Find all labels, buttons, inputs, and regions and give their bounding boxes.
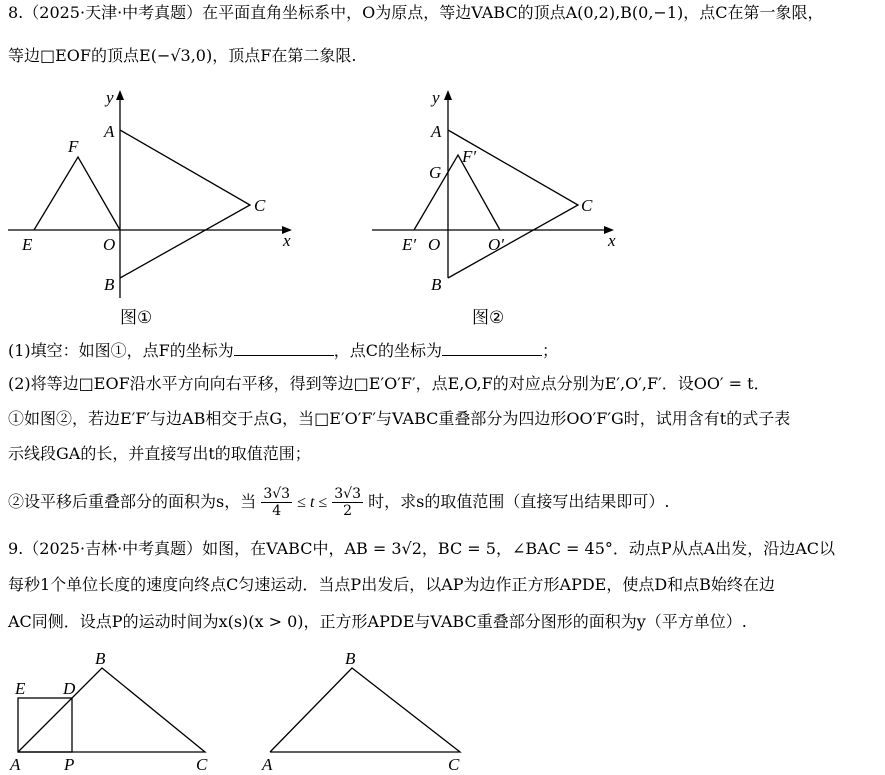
- q1-line: [8, 339, 558, 362]
- frac1-num: 3√3: [263, 486, 291, 502]
- label-y: y: [106, 88, 114, 107]
- q1-text-a: (1)填空：如图①，点F的坐标为: [8, 341, 234, 360]
- q2-line: (2)将等边□EOF沿水平方向向右平移，得到等边□E′O′F′，点E,O,F的对应点分别为E′,O′,F′．设OO′ = t．: [8, 374, 770, 393]
- fraction-upper: [332, 486, 363, 519]
- label-d: D: [63, 679, 76, 698]
- figure-1-caption: 图①: [120, 308, 153, 328]
- y-axis-arrow: [444, 90, 452, 100]
- label-f: F: [68, 137, 79, 156]
- label-c: C: [581, 196, 593, 215]
- label-g: G: [429, 163, 442, 182]
- label-b: B: [104, 275, 115, 294]
- q1-text-b: ，点C的坐标为: [333, 341, 443, 360]
- q2-2-mid: ≤ t ≤: [297, 494, 328, 511]
- label-b: B: [431, 275, 442, 294]
- y-axis-arrow: [116, 90, 124, 100]
- triangle-abc: [270, 668, 460, 752]
- label-a: A: [10, 755, 21, 774]
- q2-2-line: [8, 486, 669, 519]
- q2-1-line-a: ①如图②，若边E′F′与边AB相交于点G，当□E′O′F′与VABC重叠部分为四边形OO′F′G时，试用含有t的式子表: [8, 409, 791, 428]
- fraction-lower: [261, 486, 292, 519]
- p9-line2: 每秒1个单位长度的速度向终点C匀速运动．当点P出发后，以AP为边作正方形APDE，使点D和点B始终在边: [8, 575, 775, 594]
- triangle-e2o2f2: [414, 155, 500, 230]
- label-c: C: [254, 196, 266, 215]
- label-x: x: [608, 231, 616, 250]
- q1-text-c: ；: [542, 341, 559, 360]
- p9-line3: AC同侧．设点P的运动时间为x(s)(x > 0)，正方形APDE与VABC重叠部分图形的面积为y（平方单位）.: [8, 612, 747, 631]
- q2-1-line-b: 示线段GA的长，并直接写出t的取值范围；: [8, 444, 311, 463]
- answer-blank-f[interactable]: [234, 339, 334, 356]
- label-e: E: [22, 235, 33, 254]
- label-e: E: [15, 679, 26, 698]
- frac2-den: 2: [343, 503, 353, 519]
- p8-line1: 8.（2025·天津·中考真题）在平面直角坐标系中，O为原点，等边VABC的顶点A(0,2),B(0,−1)，点C在第一象限，: [8, 3, 824, 22]
- p9-line1: 9.（2025·吉林·中考真题）如图，在VABC中，AB = 3√2，BC = 5，∠BAC = 45°．动点P从点A出发，沿边AC以: [8, 539, 835, 558]
- label-o: O: [103, 235, 116, 254]
- triangle-abc: [120, 130, 250, 278]
- label-x: x: [283, 231, 291, 250]
- label-c: C: [448, 755, 460, 774]
- label-b: B: [95, 649, 106, 668]
- p9-figure-1: [0, 645, 230, 775]
- p8-line2: 等边□EOF的顶点E(−√3,0)，顶点F在第二象限.: [8, 46, 357, 65]
- q2-2-text-b: 时，求s的取值范围（直接写出结果即可）.: [368, 492, 670, 511]
- p8-figure-1: [0, 85, 300, 333]
- frac1-den: 4: [272, 503, 282, 519]
- label-p: P: [64, 755, 75, 774]
- label-o: O: [428, 235, 441, 254]
- label-b: B: [345, 649, 356, 668]
- label-o-prime: O′: [488, 235, 504, 254]
- label-y: y: [432, 88, 440, 107]
- answer-blank-c[interactable]: [442, 339, 542, 356]
- label-a: A: [431, 122, 442, 141]
- label-e-prime: E′: [402, 235, 417, 254]
- triangle-abc: [18, 668, 205, 752]
- label-c: C: [196, 755, 208, 774]
- label-f-prime: F′: [462, 147, 477, 166]
- p8-figure-2: [360, 85, 630, 333]
- triangle-eof: [34, 157, 120, 230]
- q2-2-text-a: ②设平移后重叠部分的面积为s，当: [8, 492, 257, 511]
- figure-2-caption: 图②: [472, 308, 505, 328]
- p9-figure-2: [255, 645, 475, 775]
- label-a: A: [104, 122, 115, 141]
- label-a: A: [262, 755, 273, 774]
- frac2-num: 3√3: [334, 486, 362, 502]
